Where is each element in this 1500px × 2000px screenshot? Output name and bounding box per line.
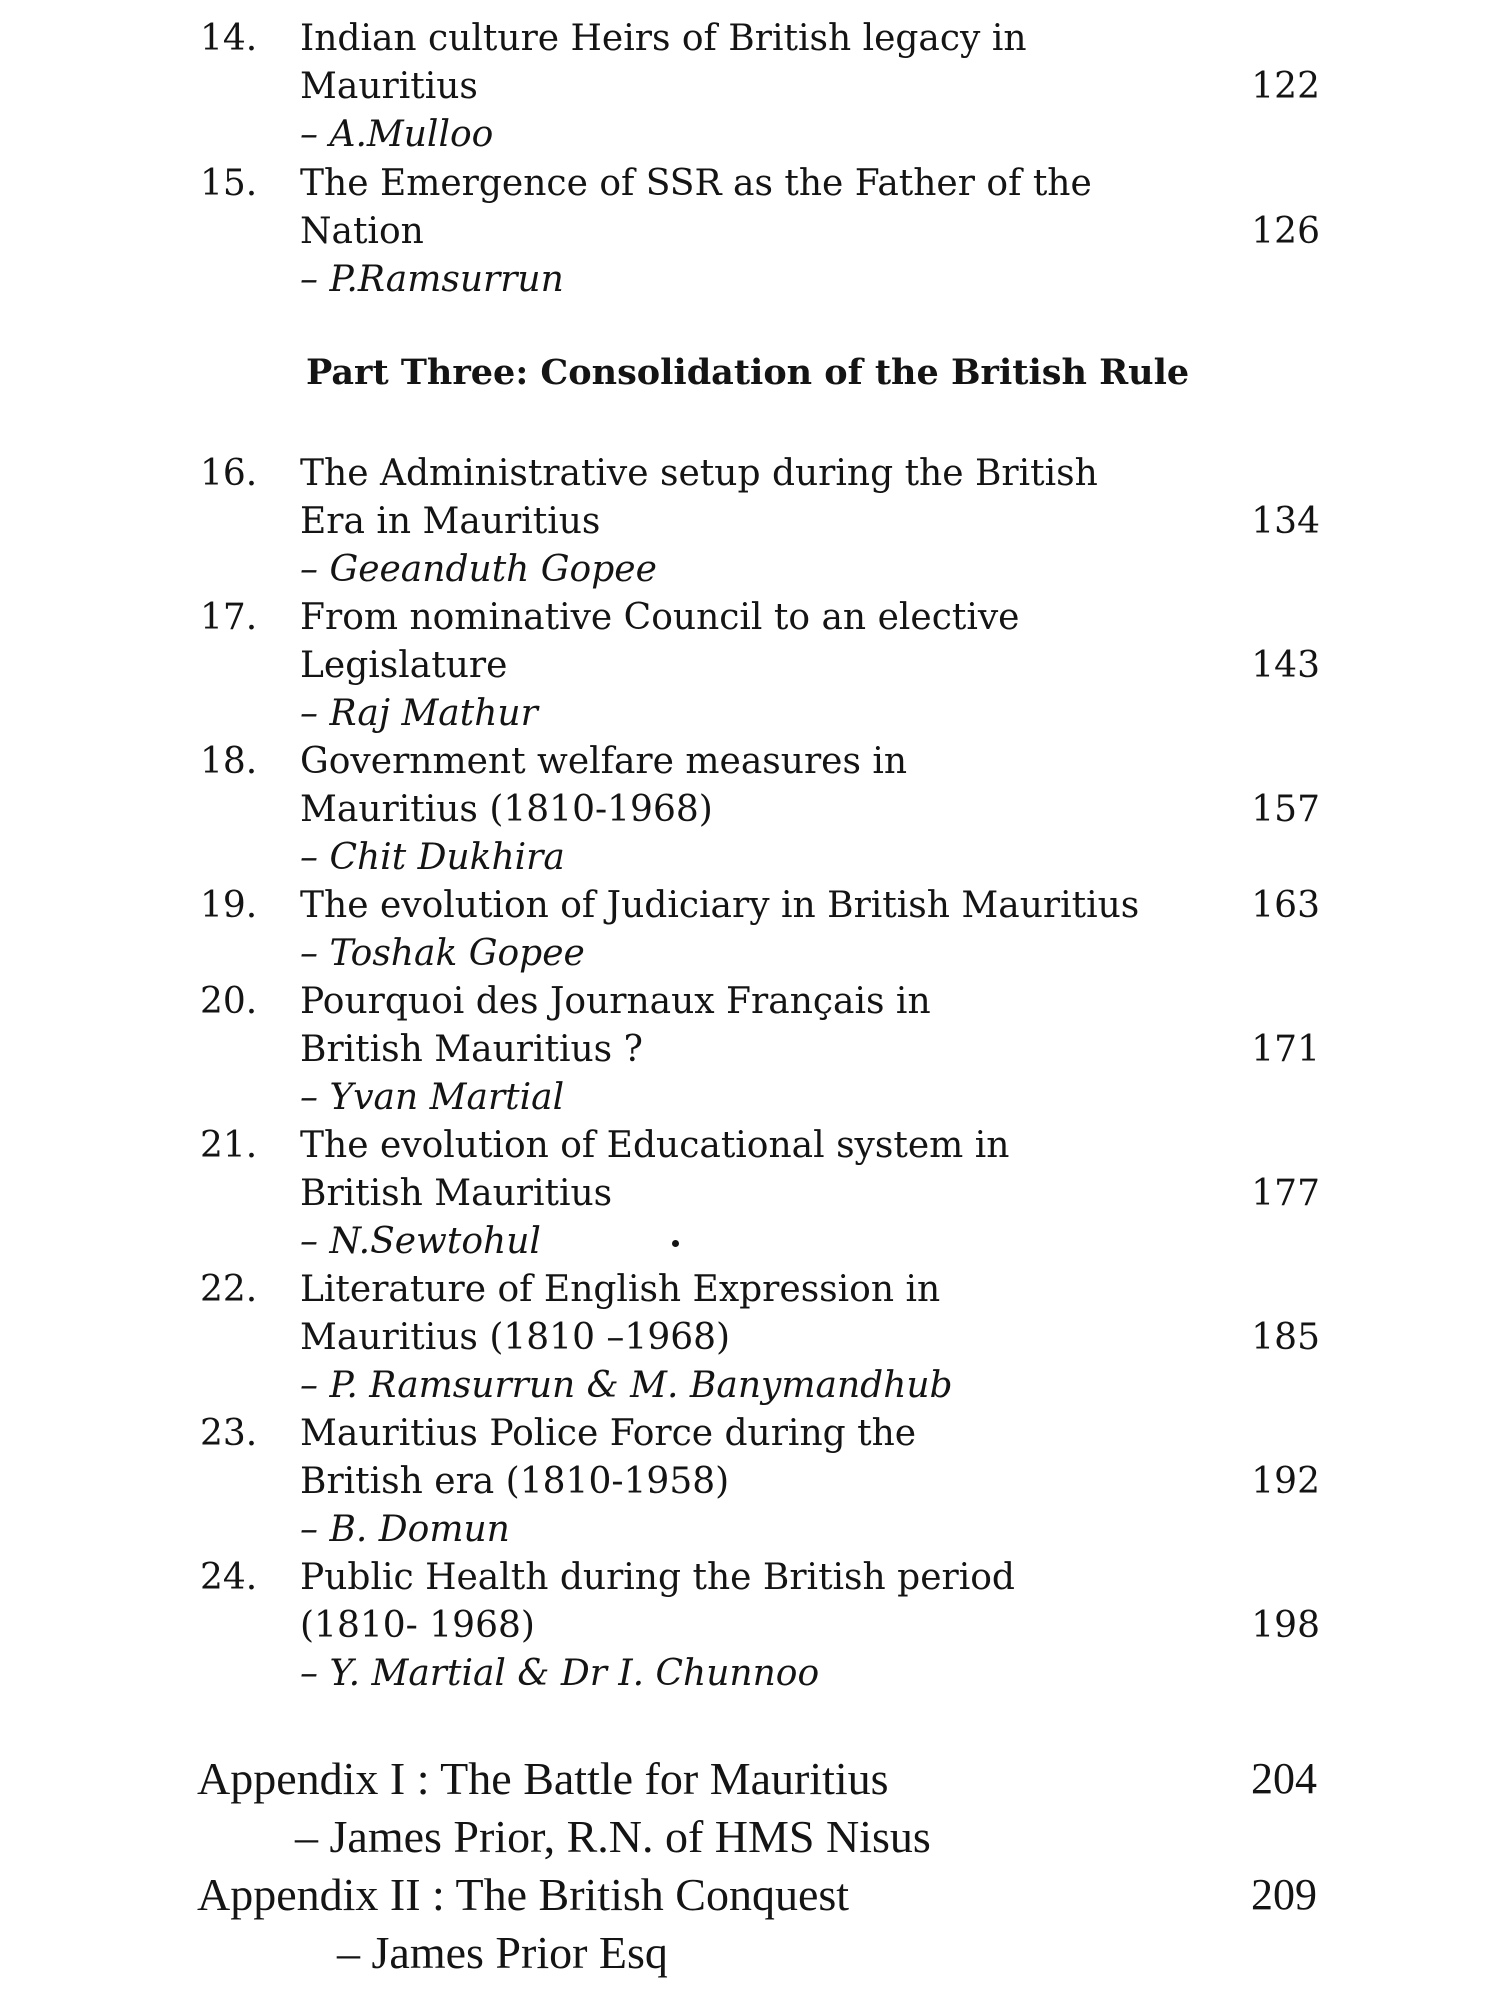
entry-body: [300, 450, 1320, 594]
entry-author: – B. Domun: [300, 1509, 510, 1550]
entry-body: [300, 882, 1320, 978]
entry-body: [300, 15, 1320, 159]
entry-body: [300, 594, 1320, 738]
entry-title-line: British Mauritius: [300, 1173, 613, 1214]
entry-title-line: From nominative Council to an elective: [300, 597, 1020, 638]
entry-page-number: 126: [1251, 211, 1320, 252]
entry-title-line: Indian culture Heirs of British legacy in: [300, 18, 1027, 59]
entry-title-line: Public Health during the British period: [300, 1557, 1015, 1598]
entry-page-number: 157: [1251, 789, 1320, 830]
entry-title-line: Mauritius (1810-1968): [300, 789, 713, 830]
appendix-entry: [197, 1866, 1317, 1982]
entry-body: [300, 738, 1320, 882]
appendix-page-number: 209: [1251, 1870, 1317, 1919]
entry-body: [300, 1122, 1320, 1266]
entry-author: – A.Mulloo: [300, 114, 494, 155]
stray-dot: [672, 1240, 679, 1247]
entry-author: – Yvan Martial: [300, 1077, 565, 1118]
entry-number: 19.: [200, 885, 258, 926]
entry-author: – Y. Martial & Dr I. Chunnoo: [300, 1653, 820, 1694]
entry-number: 15.: [200, 163, 258, 204]
entry-author: – Toshak Gopee: [300, 933, 585, 974]
entry-author: – N.Sewtohul: [300, 1221, 541, 1262]
entry-number: 24.: [200, 1557, 258, 1598]
entry-number: 18.: [200, 741, 258, 782]
entry-number: 17.: [200, 597, 258, 638]
entry-title-line: Government welfare measures in: [300, 741, 908, 782]
appendix-page-number: 204: [1251, 1754, 1317, 1803]
entry-page-number: 185: [1251, 1317, 1320, 1358]
entry-number: 14.: [200, 18, 258, 59]
entry-title-line: The Emergence of SSR as the Father of the: [300, 163, 1092, 204]
entry-page-number: 198: [1251, 1605, 1320, 1646]
entry-title-line: Mauritius (1810 –1968): [300, 1317, 731, 1358]
entry-title-line: Pourquoi des Journaux Français in: [300, 981, 931, 1022]
entry-title-line: Mauritius: [300, 66, 478, 107]
appendix-title: Appendix I : The Battle for Mauritius: [197, 1753, 889, 1804]
entry-body: [300, 160, 1320, 304]
entry-author: – Raj Mathur: [300, 693, 538, 734]
appendix-author: – James Prior Esq: [337, 1927, 668, 1978]
entry-body: [300, 1554, 1320, 1698]
entry-title-line: British Mauritius ?: [300, 1029, 643, 1070]
entry-page-number: 177: [1251, 1173, 1320, 1214]
entry-body: [300, 978, 1320, 1122]
appendix-entry: [197, 1750, 1317, 1866]
entry-number: 23.: [200, 1413, 258, 1454]
entry-page-number: 122: [1251, 66, 1320, 107]
entry-body: [300, 1266, 1320, 1410]
part-three-heading: Part Three: Consolidation of the British Rule: [306, 352, 1190, 393]
entry-author: – Geeanduth Gopee: [300, 549, 657, 590]
entry-title-line: Legislature: [300, 645, 508, 686]
entry-author: – P. Ramsurrun & M. Banymandhub: [300, 1365, 953, 1406]
entry-title-line: (1810- 1968): [300, 1605, 535, 1646]
entry-body: [300, 1410, 1320, 1554]
entry-number: 22.: [200, 1269, 258, 1310]
entry-title-line: Era in Mauritius: [300, 501, 601, 542]
entry-title-line: Nation: [300, 211, 424, 252]
entry-number: 21.: [200, 1125, 258, 1166]
entry-page-number: 143: [1251, 645, 1320, 686]
entry-page-number: 171: [1251, 1029, 1320, 1070]
entry-page-number: 134: [1251, 501, 1320, 542]
entry-author: – Chit Dukhira: [300, 837, 565, 878]
entry-title-line: Literature of English Expression in: [300, 1269, 941, 1310]
entry-page-number: 192: [1251, 1461, 1320, 1502]
entry-title-line: The evolution of Educational system in: [300, 1125, 1010, 1166]
entry-title-line: The evolution of Judiciary in British Mauritius: [300, 885, 1140, 926]
entry-author: – P.Ramsurrun: [300, 259, 564, 300]
entry-number: 20.: [200, 981, 258, 1022]
entry-title-line: The Administrative setup during the British: [300, 453, 1098, 494]
entry-title-line: British era (1810-1958): [300, 1461, 730, 1502]
appendix-author: – James Prior, R.N. of HMS Nisus: [295, 1811, 931, 1862]
entry-number: 16.: [200, 453, 258, 494]
entry-page-number: 163: [1251, 885, 1320, 926]
appendix-title: Appendix II : The British Conquest: [197, 1869, 850, 1920]
entry-title-line: Mauritius Police Force during the: [300, 1413, 917, 1454]
